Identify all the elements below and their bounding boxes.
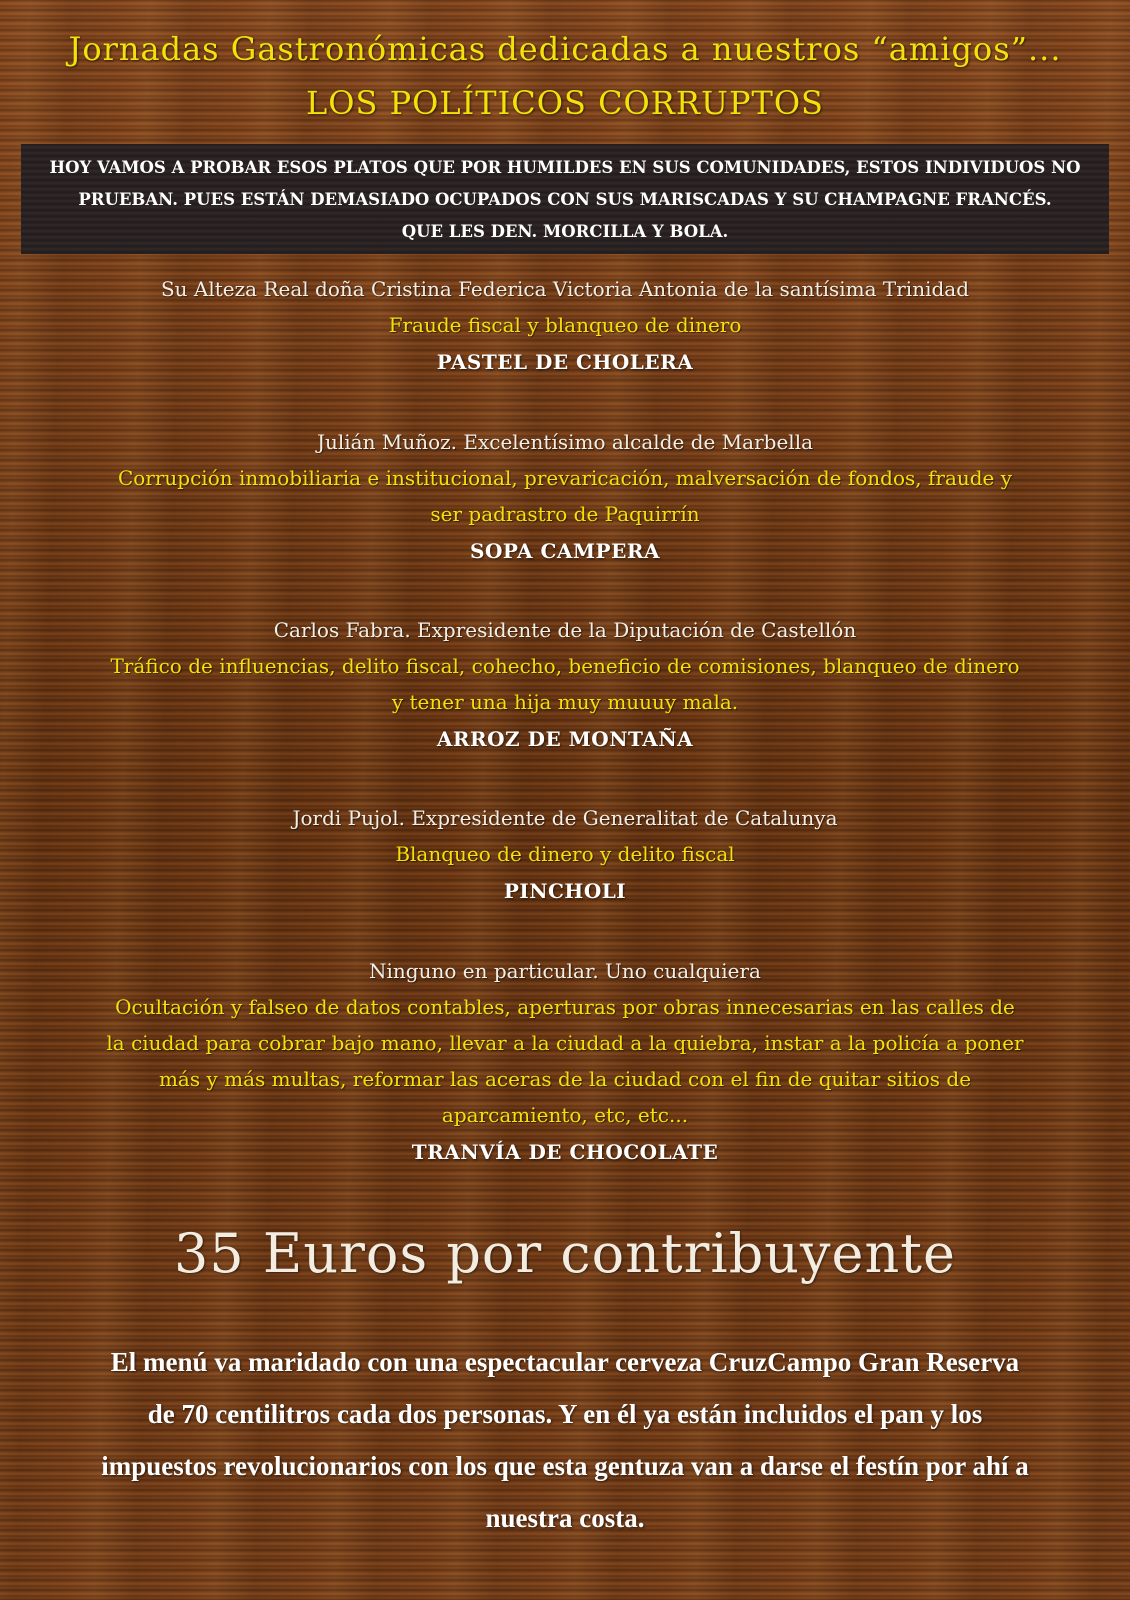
crime-description [30,836,1100,872]
crime-line: Corrupción inmobiliaria e institucional, prevaricación, malversación de fondos, fraude y [117,466,1013,490]
footer-note [20,1336,1110,1544]
menu-entry [30,800,1100,910]
politician-name: Ninguno en particular. Uno cualquiera [369,959,761,983]
politician-name: Jordi Pujol. Expresidente de Generalitat de Catalunya [292,806,838,830]
politician-name: Carlos Fabra. Expresidente de la Diputación de Castellón [273,618,857,642]
dish-name: PINCHOLI [503,879,627,903]
dish-name: SOPA CAMPERA [470,539,660,563]
page-title: Jornadas Gastronómicas dedicadas a nuestros “amigos”... [68,30,1062,68]
crime-line: Ocultación y falseo de datos contables, aperturas por obras innecesarias en las calles de [115,995,1015,1019]
crime-description [30,648,1100,720]
crime-line: Tráfico de influencias, delito fiscal, cohecho, beneficio de comisiones, blanqueo de dinero [110,654,1020,678]
menu-entry [30,612,1100,758]
intro-line: PRUEBAN. PUES ESTÁN DEMASIADO OCUPADOS CON SUS MARISCADAS Y SU CHAMPAGNE FRANCÉS. [78,190,1052,209]
crime-line: aparcamiento, etc, etc... [441,1103,689,1127]
footer-line: de 70 centilitros cada dos personas. Y en él ya están incluidos el pan y los [147,1399,983,1429]
crime-line: ser padrastro de Paquirrín [430,502,700,526]
crime-line: más y más multas, reformar las aceras de la ciudad con el fin de quitar sitios de [158,1067,972,1091]
crime-line: la ciudad para cobrar bajo mano, llevar a la ciudad a la quiebra, instar a la policía a poner [106,1031,1024,1055]
intro-banner [21,144,1109,254]
crime-description [30,989,1100,1133]
dish-name: TRANVÍA DE CHOCOLATE [411,1140,719,1164]
crime-line: y tener una hija muy muuuy mala. [391,690,739,714]
menu-entry [30,953,1100,1171]
footer-line: impuestos revolucionarios con los que esta gentuza van a darse el festín por ahí a [101,1451,1029,1481]
menu-entry [30,424,1100,570]
politician-name: Julián Muñoz. Excelentísimo alcalde de Marbella [316,430,814,454]
page-subtitle: LOS POLÍTICOS CORRUPTOS [306,84,824,122]
intro-line: QUE LES DEN. MORCILLA Y BOLA. [401,222,729,241]
footer-line: El menú va maridado con una espectacular cerveza CruzCampo Gran Reserva [110,1347,1020,1377]
crime-line: Blanqueo de dinero y delito fiscal [395,842,735,866]
crime-description [30,460,1100,532]
price-heading: 35 Euros por contribuyente [174,1222,956,1285]
crime-description [30,307,1100,343]
dish-name: PASTEL DE CHOLERA [436,350,694,374]
politician-name: Su Alteza Real doña Cristina Federica Victoria Antonia de la santísima Trinidad [160,277,970,301]
dish-name: ARROZ DE MONTAÑA [436,727,694,751]
crime-line: Fraude fiscal y blanqueo de dinero [388,313,742,337]
menu-entry [30,271,1100,381]
footer-line: nuestra costa. [485,1503,645,1533]
intro-line: HOY VAMOS A PROBAR ESOS PLATOS QUE POR HUMILDES EN SUS COMUNIDADES, ESTOS INDIVIDUOS NO [49,158,1081,177]
